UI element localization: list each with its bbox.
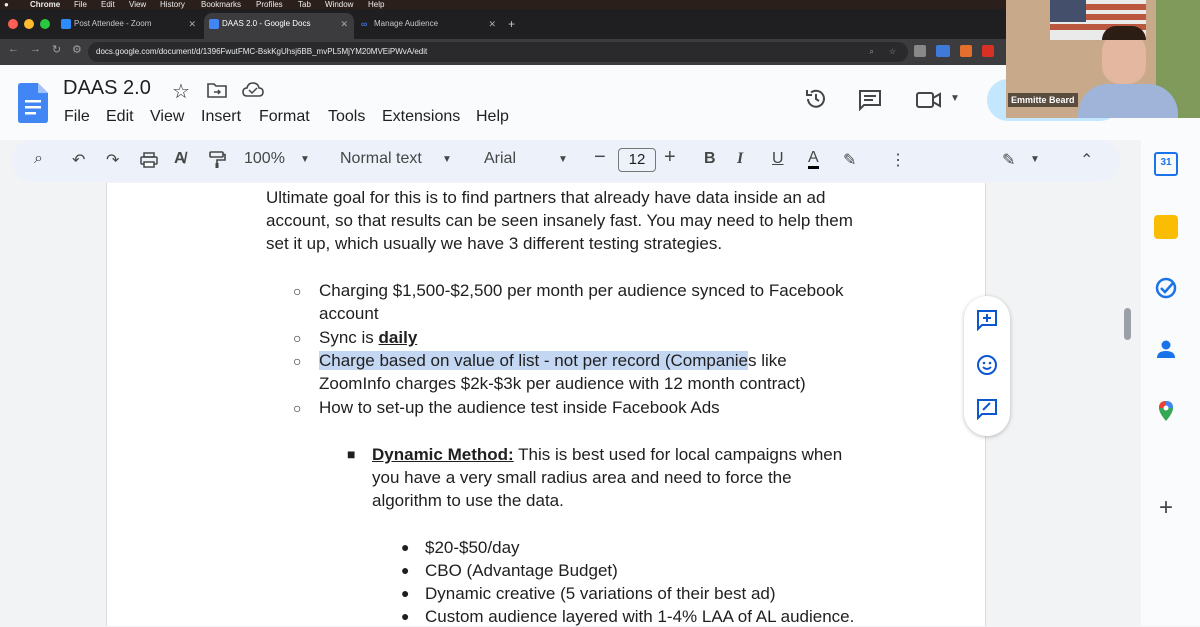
chevron-down-icon[interactable]: ▼: [300, 154, 310, 165]
square-bullet: ■: [347, 446, 356, 462]
list-item-continuation: ZoomInfo charges $2k-$3k per audience with 12 month contract): [319, 374, 806, 393]
extension-icon[interactable]: [936, 45, 950, 57]
close-window-button[interactable]: [8, 19, 18, 29]
zoom-icon: [61, 19, 71, 29]
menu-extensions[interactable]: Extensions: [382, 108, 461, 125]
chevron-down-icon[interactable]: ▼: [558, 154, 568, 165]
extension-icon[interactable]: [914, 45, 926, 57]
bold-button[interactable]: B: [704, 150, 716, 167]
increase-font-size-button[interactable]: +: [664, 146, 676, 168]
close-tab-icon[interactable]: ✕: [340, 19, 348, 29]
move-folder-icon[interactable]: [207, 82, 227, 98]
add-comment-icon[interactable]: [976, 309, 998, 331]
chevron-down-icon[interactable]: ▼: [1030, 154, 1040, 165]
vertical-scrollbar[interactable]: [1124, 308, 1131, 340]
tasks-icon[interactable]: [1154, 276, 1178, 300]
circle-bullet: ○: [293, 400, 302, 416]
bold-underlined-text: Dynamic Method:: [372, 445, 514, 464]
list-item: Dynamic creative (5 variations of their best ad): [425, 584, 776, 603]
star-icon[interactable]: ☆: [172, 81, 190, 103]
list-item-text: Sync is: [319, 328, 379, 347]
menu-edit[interactable]: Edit: [106, 108, 134, 125]
circle-bullet: ○: [293, 283, 302, 299]
mac-menu-profiles[interactable]: Profiles: [256, 0, 283, 9]
mac-menu-file[interactable]: File: [74, 0, 87, 9]
list-item-text: This is best used for local campaigns when: [513, 445, 843, 464]
mac-menu-tab[interactable]: Tab: [298, 0, 311, 9]
extension-icon[interactable]: [982, 45, 994, 57]
google-docs-icon: [209, 19, 219, 29]
mac-menu-bookmarks[interactable]: Bookmarks: [201, 0, 242, 9]
add-addon-icon[interactable]: +: [1158, 494, 1173, 521]
dot-bullet: ●: [401, 562, 410, 578]
list-item: [319, 328, 417, 348]
cloud-saved-icon[interactable]: [242, 82, 264, 98]
participant-name-label: Emmitte Beard: [1008, 93, 1078, 107]
list-item: Charging $1,500-$2,500 per month per audience synced to Facebook: [319, 281, 844, 300]
underline-button[interactable]: U: [772, 150, 784, 167]
selected-text: Charge based on value of list - not per record (Companie: [319, 351, 749, 370]
circle-bullet: ○: [293, 353, 302, 369]
contacts-icon[interactable]: [1154, 337, 1178, 361]
list-item: [319, 351, 787, 371]
zoom-lens-icon[interactable]: ⌕: [869, 47, 874, 56]
forward-icon[interactable]: →: [30, 43, 41, 55]
meet-video-icon[interactable]: [916, 91, 942, 109]
document-page[interactable]: [106, 183, 986, 626]
chevron-down-icon[interactable]: ▼: [950, 93, 960, 104]
circle-bullet: ○: [293, 330, 302, 346]
comments-icon[interactable]: [858, 89, 882, 111]
emoji-reaction-icon[interactable]: [976, 354, 998, 376]
paragraph-style-select[interactable]: Normal text: [340, 150, 422, 167]
more-options-icon[interactable]: ⋮: [890, 152, 906, 169]
side-panel: [1141, 140, 1200, 626]
list-item-continuation: algorithm to use the data.: [372, 491, 564, 510]
google-docs-logo-icon[interactable]: [18, 83, 48, 123]
maps-icon[interactable]: [1154, 399, 1178, 423]
floating-action-bar: [964, 296, 1010, 436]
maximize-window-button[interactable]: [40, 19, 50, 29]
font-size-input[interactable]: 12: [618, 148, 656, 172]
zoom-select[interactable]: 100%: [244, 150, 285, 167]
close-tab-icon[interactable]: ✕: [488, 19, 496, 29]
extension-icon[interactable]: [960, 45, 972, 57]
paragraph-line: Ultimate goal for this is to find partners that already have data inside an ad: [266, 188, 826, 207]
mac-menu-app[interactable]: Chrome: [30, 0, 61, 9]
dot-bullet: ●: [401, 585, 410, 601]
menu-insert[interactable]: Insert: [201, 108, 242, 125]
menu-format[interactable]: Format: [259, 108, 310, 125]
mac-menu-view[interactable]: View: [129, 0, 147, 9]
document-title[interactable]: DAAS 2.0: [63, 77, 151, 99]
dot-bullet: ●: [401, 539, 410, 555]
editing-mode-icon[interactable]: ✎: [1002, 152, 1016, 169]
participant-video: [1006, 0, 1200, 118]
apple-icon[interactable]: ●: [4, 0, 9, 9]
formatting-toolbar: [12, 140, 1120, 182]
tab-google-docs[interactable]: [204, 13, 354, 39]
highlight-color-icon[interactable]: ✎: [843, 152, 857, 169]
suggest-edits-icon[interactable]: [976, 398, 998, 420]
tab-title: Manage Audience: [374, 19, 439, 28]
keep-icon[interactable]: [1154, 215, 1178, 239]
bold-underlined-text: daily: [378, 328, 418, 347]
list-item-continuation: account: [319, 304, 379, 323]
list-item-text: s like: [748, 351, 787, 370]
search-icon[interactable]: ⌕: [34, 150, 43, 167]
url-input[interactable]: [88, 42, 908, 62]
list-item-continuation: you have a very small radius area and need to force the: [372, 468, 792, 487]
new-tab-button[interactable]: +: [508, 17, 516, 31]
site-info-icon[interactable]: ⚙: [72, 44, 82, 56]
print-icon[interactable]: [140, 152, 158, 168]
url-text: docs.google.com/document/d/1396FwutFMC-BskKgUhsj6BB_mvPL5MjYM20MVEiPWvA/edit: [96, 47, 428, 56]
tab-manage-audience[interactable]: [356, 13, 502, 39]
text-color-button[interactable]: A: [808, 150, 819, 169]
list-item: Custom audience layered with 1-4% LAA of AL audience.: [425, 607, 855, 626]
menu-view[interactable]: View: [150, 108, 185, 125]
redo-icon[interactable]: ↷: [106, 152, 120, 169]
undo-icon[interactable]: ↶: [72, 152, 86, 169]
back-icon[interactable]: ←: [8, 43, 19, 55]
meta-icon: ∞: [361, 19, 368, 29]
reload-icon[interactable]: ↻: [52, 44, 62, 56]
decrease-font-size-button[interactable]: −: [594, 146, 606, 168]
chevron-down-icon[interactable]: ▼: [442, 154, 452, 165]
bookmark-star-icon[interactable]: ☆: [888, 47, 896, 56]
tab-zoom[interactable]: [56, 13, 202, 39]
list-item: How to set-up the audience test inside Facebook Ads: [319, 398, 720, 417]
list-item: [372, 445, 842, 465]
font-family-select[interactable]: Arial: [484, 150, 517, 167]
list-item: $20-$50/day: [425, 538, 520, 557]
paint-format-icon[interactable]: [208, 151, 226, 169]
menu-tools[interactable]: Tools: [328, 108, 366, 125]
mac-menu-help[interactable]: Help: [368, 0, 385, 9]
calendar-icon[interactable]: 31: [1154, 152, 1178, 176]
paragraph-line: set it up, which usually we have 3 different testing strategies.: [266, 234, 723, 253]
close-tab-icon[interactable]: ✕: [188, 19, 196, 29]
mac-menu-history[interactable]: History: [160, 0, 185, 9]
version-history-icon[interactable]: [804, 87, 828, 111]
person-shirt: [1078, 84, 1178, 118]
tab-title: Post Attendee - Zoom: [74, 19, 152, 28]
dot-bullet: ●: [401, 608, 410, 624]
paragraph-line: account, so that results can be seen insanely fast. You may need to help them: [266, 211, 853, 230]
italic-button[interactable]: I: [737, 150, 744, 167]
person-hair: [1102, 26, 1146, 40]
mac-menu-edit[interactable]: Edit: [101, 0, 115, 9]
hide-menus-icon[interactable]: ⌃: [1080, 152, 1094, 169]
list-item: CBO (Advantage Budget): [425, 561, 618, 580]
menu-help[interactable]: Help: [476, 108, 509, 125]
spellcheck-icon[interactable]: A̸: [174, 150, 186, 167]
tab-title: DAAS 2.0 - Google Docs: [222, 19, 311, 28]
mac-menu-window[interactable]: Window: [325, 0, 354, 9]
minimize-window-button[interactable]: [24, 19, 34, 29]
menu-file[interactable]: File: [64, 108, 90, 125]
